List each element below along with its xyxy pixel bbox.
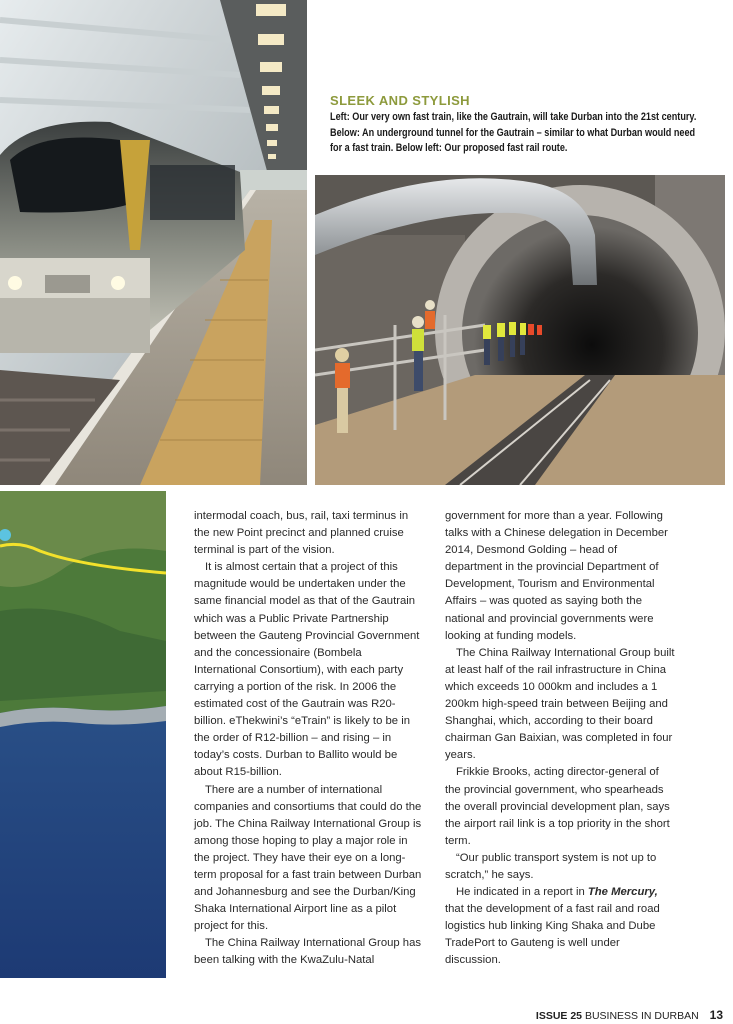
paragraph: Frikkie Brooks, acting director-general of the provincial government, who spearheads the overall provincial development plan, says the airport rail link is a top priority in the short term. — [445, 766, 670, 847]
page-footer — [536, 1008, 723, 1022]
photo-caption — [330, 93, 710, 157]
paragraph: government for more than a year. Following talks with a Chinese delegation in December 2014, Desmond Golding – head of department in the provincial Department of Development, Tourism and Environmental Affairs – was quoted as saying both the national and provincial governments were looking at funding models. — [445, 510, 668, 642]
text-run: that the development of a fast rail and road logistics hub linking King Shaka and Dube TradePort to Gauteng is well under discussion. — [445, 903, 660, 967]
magazine-name: BUSINESS IN DURBAN — [584, 1010, 699, 1022]
article-column-left — [194, 508, 426, 970]
caption-title: SLEEK AND STYLISH — [330, 93, 470, 108]
page-number: 13 — [709, 1008, 723, 1022]
rail-route-map — [0, 491, 166, 978]
paragraph — [445, 884, 677, 969]
caption-text: Left: Our very own fast train, like the Gautrain, will take Durban into the 21st century. Below: An underground tunnel for the Gautrain – similar to what Durban would need for a fast train. Below left: Our proposed fast rail route. — [330, 111, 697, 154]
paragraph: It is almost certain that a project of this magnitude would be undertaken under the same financial model as that of the Gautrain which was a Public Private Partnership between the Gauteng Provincial Government and the concessionaire (Bombela International Consortium), with each party carrying a portion of the risk. In 2006 the estimated cost of the Gautrain was R20-billion. eThekwini’s “eTrain” is likely to be in the order of R12-billion – and rising – in today’s costs. Durban to Ballito would be about R15-billion. — [194, 561, 420, 779]
publication-name: The Mercury, — [587, 886, 658, 899]
paragraph: The China Railway International Group has been talking with the KwaZulu-Natal — [194, 937, 422, 967]
article-column-right — [445, 508, 677, 970]
paragraph: “Our public transport system is not up to scratch,” he says. — [445, 851, 657, 881]
paragraph: The China Railway International Group built at least half of the rail infrastructure in China which exceeds 10 000km and includes a 1 200km high-speed train between Beijing and Shanghai, which, according to their board chairman Gan Baixian, was completed in four years. — [445, 646, 675, 762]
issue-number: ISSUE 25 — [535, 1010, 583, 1022]
paragraph: There are a number of international companies and consortiums that could do the job. The China Railway International Group is among those hoping to play a major role in the project. They have their eye on a long-term proposal for a fast train between Durban and Johannesburg and see the Durban/King Shaka International Airport line as a pilot project for this. — [194, 783, 422, 933]
tunnel-photo — [315, 175, 725, 485]
text-run: He indicated in a report in — [456, 886, 588, 899]
gautrain-photo — [0, 0, 307, 485]
paragraph: intermodal coach, bus, rail, taxi terminus in the new Point precinct and planned cruise terminal is part of the vision. — [194, 510, 409, 557]
